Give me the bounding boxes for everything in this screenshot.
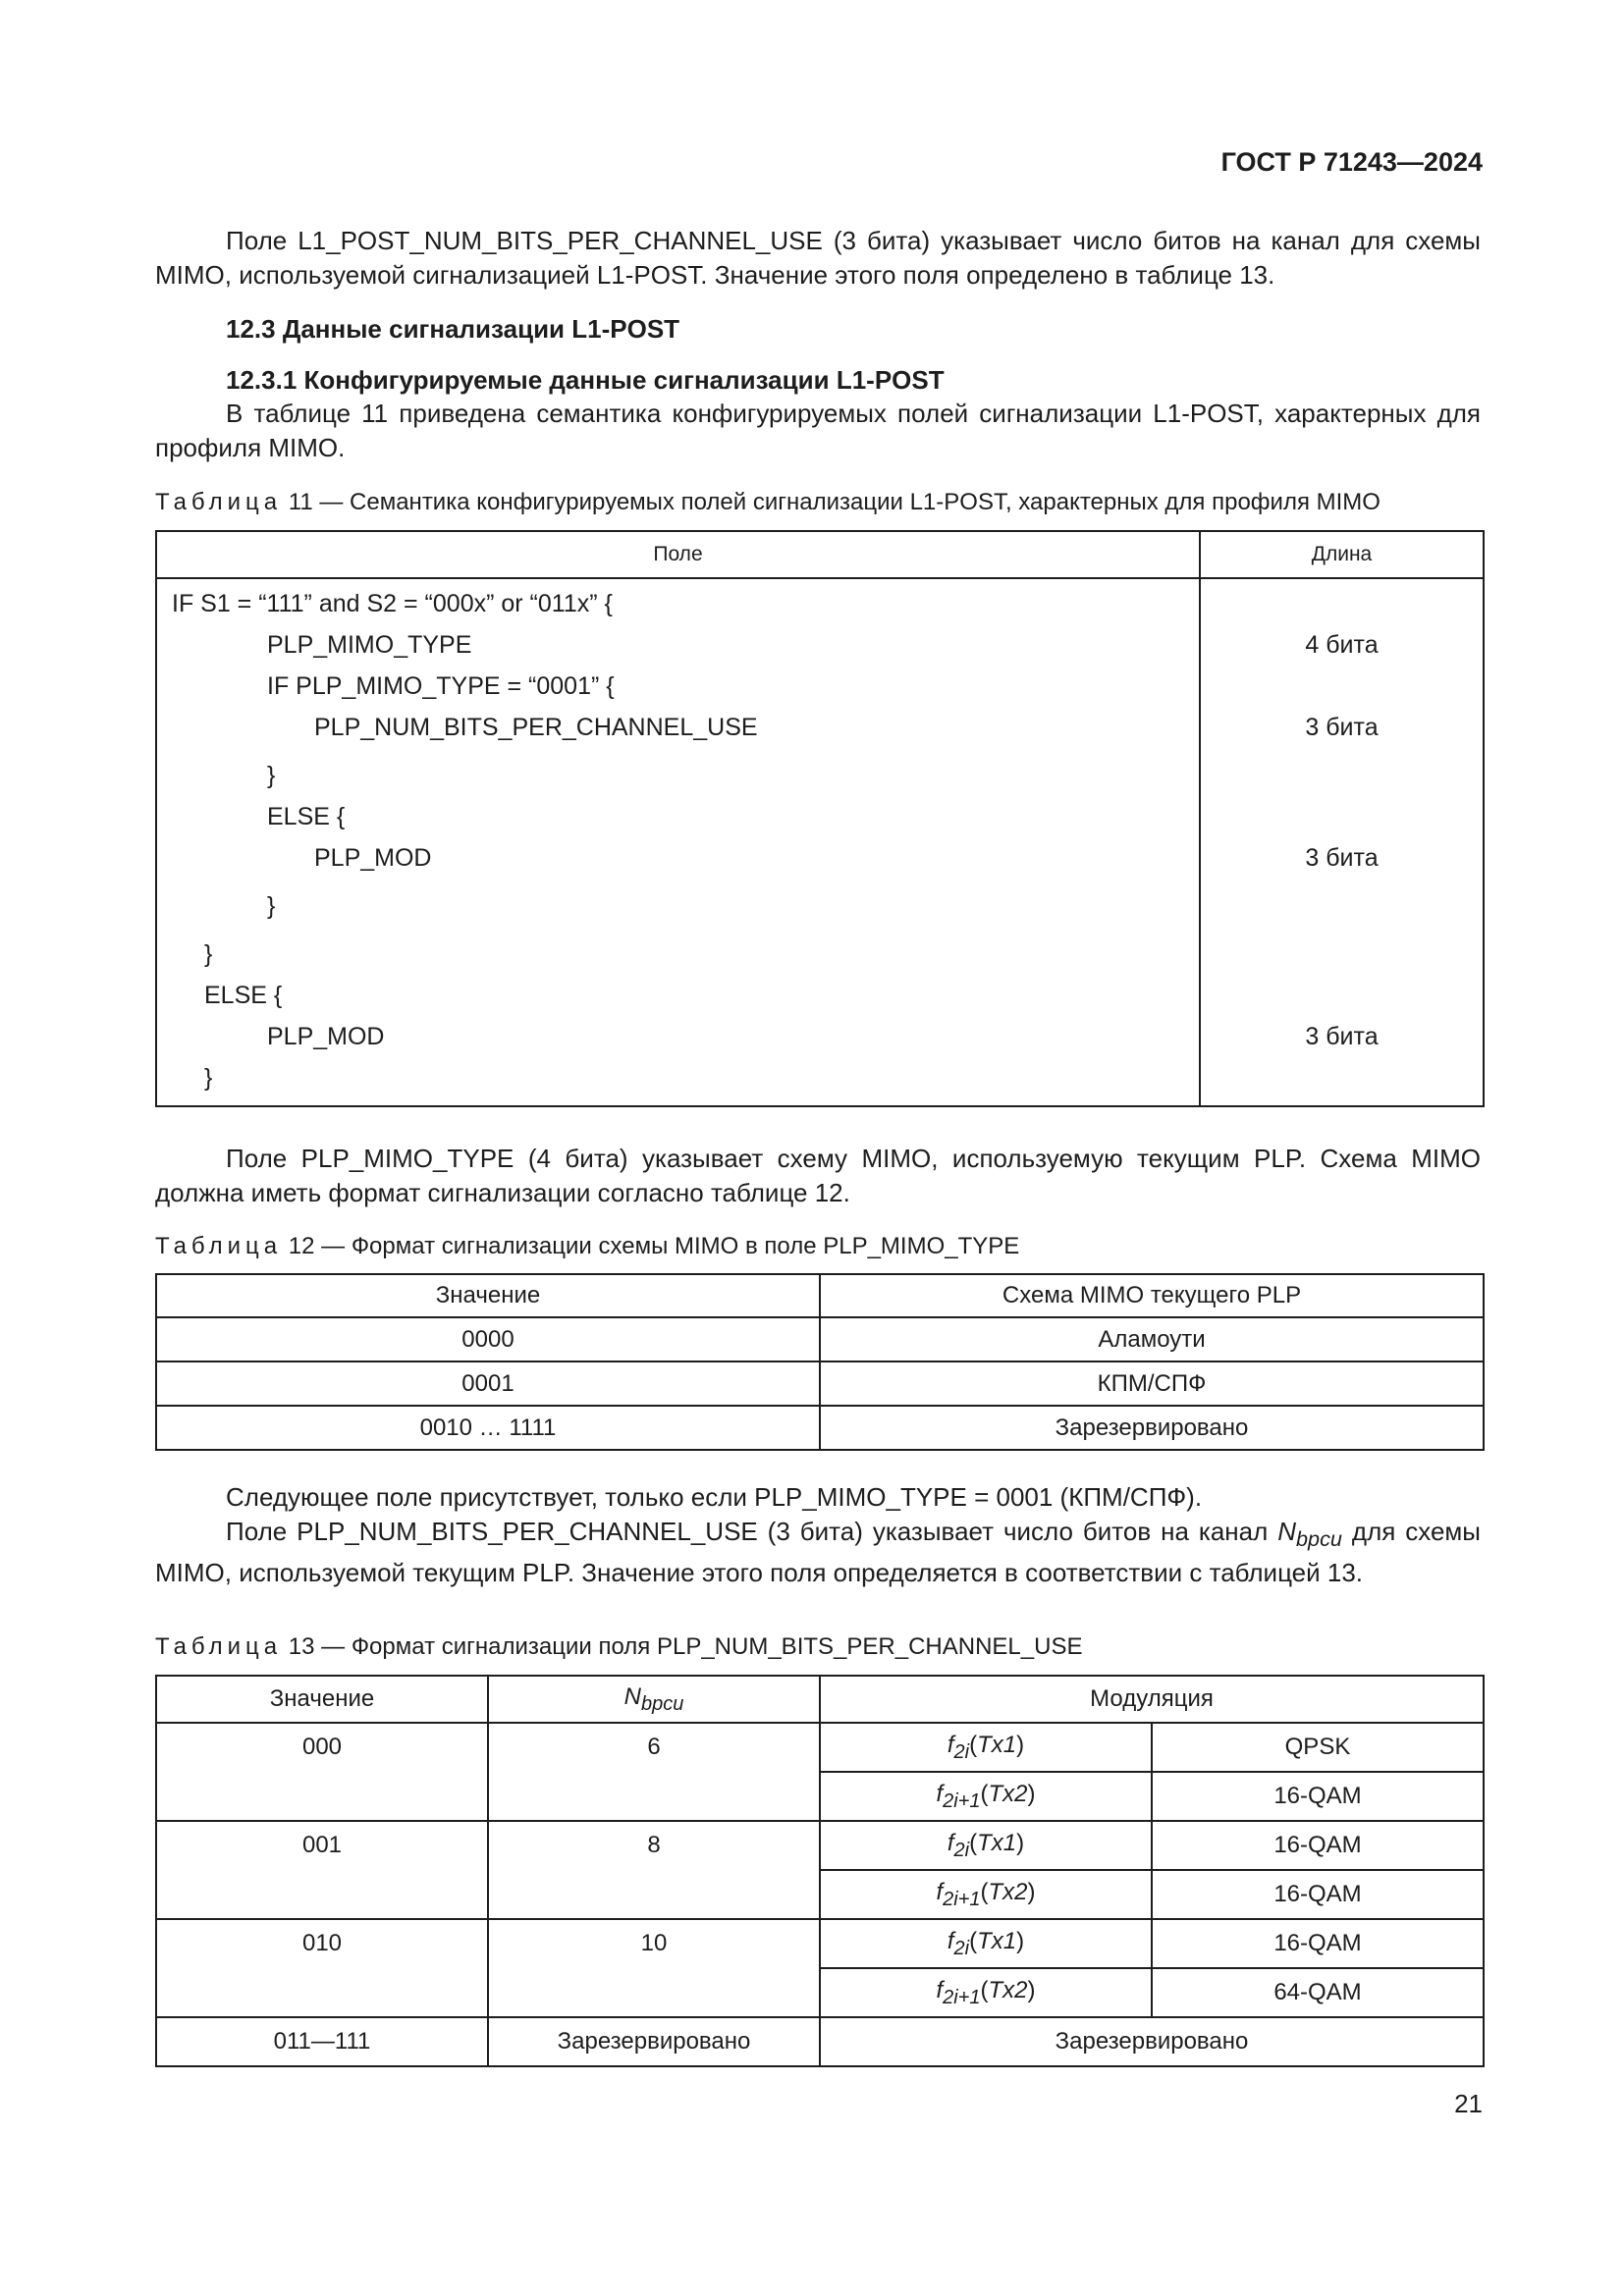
paragraph-l1-post-bits: Поле L1_POST_NUM_BITS_PER_CHANNEL_USE (3 бита) указывает число битов на канал для схемы MIMO, используемой сигнализацией L1-POST. Значение этого поля определено в таблице 13. bbox=[155, 226, 1481, 290]
table12-caption: Таблица 12 — Формат сигнализации схемы MIMO в поле PLP_MIMO_TYPE bbox=[155, 1233, 1020, 1259]
table13-n-cell: 8 bbox=[488, 1821, 820, 1919]
table-row bbox=[156, 1317, 1484, 1362]
table12-header-scheme: Схема MIMO текущего PLP bbox=[820, 1274, 1484, 1317]
length-value bbox=[1201, 1057, 1483, 1098]
section-heading-12-3: 12.3 Данные сигнализации L1-POST bbox=[226, 314, 680, 344]
table13-value-cell: 001 bbox=[156, 1821, 488, 1919]
syntax-line: } bbox=[267, 762, 276, 789]
paragraph-num-bits: Поле PLP_NUM_BITS_PER_CHANNEL_USE (3 бита) указывает число битов на канал $N_{bpcu}$ для схемы MIMO, используемой текущим PLP. Значение этого поля определяется в соответствии с таблицей 13. bbox=[155, 1517, 1481, 1588]
paragraph-table11-intro: В таблице 11 приведена семантика конфигурируемых полей сигнализации L1-POST, характерных для профиля MIMO. bbox=[155, 399, 1481, 462]
table-row bbox=[156, 1821, 1484, 1870]
table12 bbox=[155, 1273, 1485, 1451]
paragraph-field-presence: Следующее поле присутствует, только если PLP_MIMO_TYPE = 0001 (КПМ/СПФ). bbox=[226, 1482, 1203, 1512]
table13-value-cell: 010 bbox=[156, 1919, 488, 2017]
table13-header-modulation: Модуляция bbox=[820, 1676, 1484, 1723]
length-value bbox=[1201, 934, 1483, 975]
table-row bbox=[156, 2017, 1484, 2066]
table13-function-cell: $f_{2i+1}(Tx2)$ bbox=[820, 1772, 1152, 1821]
table13-function-cell: $f_{2i}(Tx1)$ bbox=[820, 1821, 1152, 1870]
table-row bbox=[156, 1919, 1484, 1968]
syntax-line: PLP_MOD bbox=[314, 844, 432, 872]
page-number: 21 bbox=[1454, 2089, 1483, 2118]
syntax-line: PLP_MOD bbox=[267, 1023, 385, 1050]
table12-value-cell: 0001 bbox=[156, 1362, 820, 1406]
table11-caption: Таблица 11 — Семантика конфигурируемых полей сигнализации L1-POST, характерных для профиля MIMO bbox=[155, 489, 1380, 515]
length-value bbox=[1201, 755, 1483, 796]
syntax-line: PLP_MIMO_TYPE bbox=[267, 631, 472, 659]
table13-function-cell: $f_{2i}(Tx1)$ bbox=[820, 1723, 1152, 1772]
length-value bbox=[1201, 666, 1483, 707]
table13-modulation-cell: 16-QAM bbox=[1152, 1919, 1484, 1968]
table13-n-cell: Зарезервировано bbox=[488, 2017, 820, 2066]
table12-scheme-cell: Зарезервировано bbox=[820, 1406, 1484, 1450]
table13 bbox=[155, 1675, 1485, 2067]
table11-header-length: Длина bbox=[1200, 531, 1484, 578]
table13-caption: Таблица 13 — Формат сигнализации поля PLP_NUM_BITS_PER_CHANNEL_USE bbox=[155, 1633, 1083, 1660]
table13-modulation-cell: QPSK bbox=[1152, 1723, 1484, 1772]
table13-n-cell: 6 bbox=[488, 1723, 820, 1821]
table13-modulation-cell: 16-QAM bbox=[1152, 1870, 1484, 1919]
syntax-line: } bbox=[267, 892, 276, 920]
table11-length-cell bbox=[1200, 578, 1484, 1106]
table13-header-nbpcu: $N_{bpcu}$ bbox=[488, 1676, 820, 1723]
length-value: 3 бита bbox=[1305, 714, 1379, 741]
table13-value-cell: 000 bbox=[156, 1723, 488, 1821]
length-value: 3 бита bbox=[1305, 844, 1379, 872]
length-value bbox=[1201, 975, 1483, 1016]
table12-header-value: Значение bbox=[156, 1274, 820, 1317]
length-value bbox=[1201, 583, 1483, 624]
document-code: ГОСТ Р 71243—2024 bbox=[1220, 147, 1483, 177]
table12-scheme-cell: Аламоути bbox=[820, 1317, 1484, 1362]
table13-modulation-cell: 16-QAM bbox=[1152, 1821, 1484, 1870]
table12-scheme-cell: КПМ/СПФ bbox=[820, 1362, 1484, 1406]
table-row bbox=[156, 1362, 1484, 1406]
syntax-line: IF S1 = “111” and S2 = “000x” or “011x” { bbox=[172, 590, 613, 617]
table-row bbox=[156, 1406, 1484, 1450]
table11-header-field: Поле bbox=[156, 531, 1200, 578]
table13-function-cell: $f_{2i+1}(Tx2)$ bbox=[820, 1968, 1152, 2017]
table12-value-cell: 0000 bbox=[156, 1317, 820, 1362]
table-row bbox=[156, 1723, 1484, 1772]
table12-value-cell: 0010 … 1111 bbox=[156, 1406, 820, 1450]
paragraph-mimo-type: Поле PLP_MIMO_TYPE (4 бита) указывает схему MIMO, используемую текущим PLP. Схема MIMO должна иметь формат сигнализации согласно таблице 12. bbox=[155, 1144, 1481, 1207]
table13-function-cell: $f_{2i+1}(Tx2)$ bbox=[820, 1870, 1152, 1919]
table13-modulation-cell: 64-QAM bbox=[1152, 1968, 1484, 2017]
syntax-line: ELSE { bbox=[267, 803, 346, 830]
length-value: 4 бита bbox=[1305, 631, 1379, 659]
syntax-line: ELSE { bbox=[204, 982, 283, 1009]
table13-modulation-cell: 16-QAM bbox=[1152, 1772, 1484, 1821]
table13-modulation-cell: Зарезервировано bbox=[820, 2017, 1484, 2066]
length-value bbox=[1201, 885, 1483, 927]
table13-value-cell: 011—111 bbox=[156, 2017, 488, 2066]
syntax-line: } bbox=[204, 1064, 213, 1092]
table11 bbox=[155, 530, 1485, 1107]
table13-n-cell: 10 bbox=[488, 1919, 820, 2017]
section-heading-12-3-1: 12.3.1 Конфигурируемые данные сигнализации L1-POST bbox=[226, 365, 945, 395]
table11-field-cell bbox=[156, 578, 1200, 1106]
syntax-line: } bbox=[204, 940, 213, 968]
length-value bbox=[1201, 796, 1483, 837]
length-value: 3 бита bbox=[1305, 1023, 1379, 1050]
syntax-line: PLP_NUM_BITS_PER_CHANNEL_USE bbox=[314, 714, 758, 741]
table13-header-value: Значение bbox=[156, 1676, 488, 1723]
syntax-line: IF PLP_MIMO_TYPE = “0001” { bbox=[267, 672, 615, 700]
table13-function-cell: $f_{2i}(Tx1)$ bbox=[820, 1919, 1152, 1968]
